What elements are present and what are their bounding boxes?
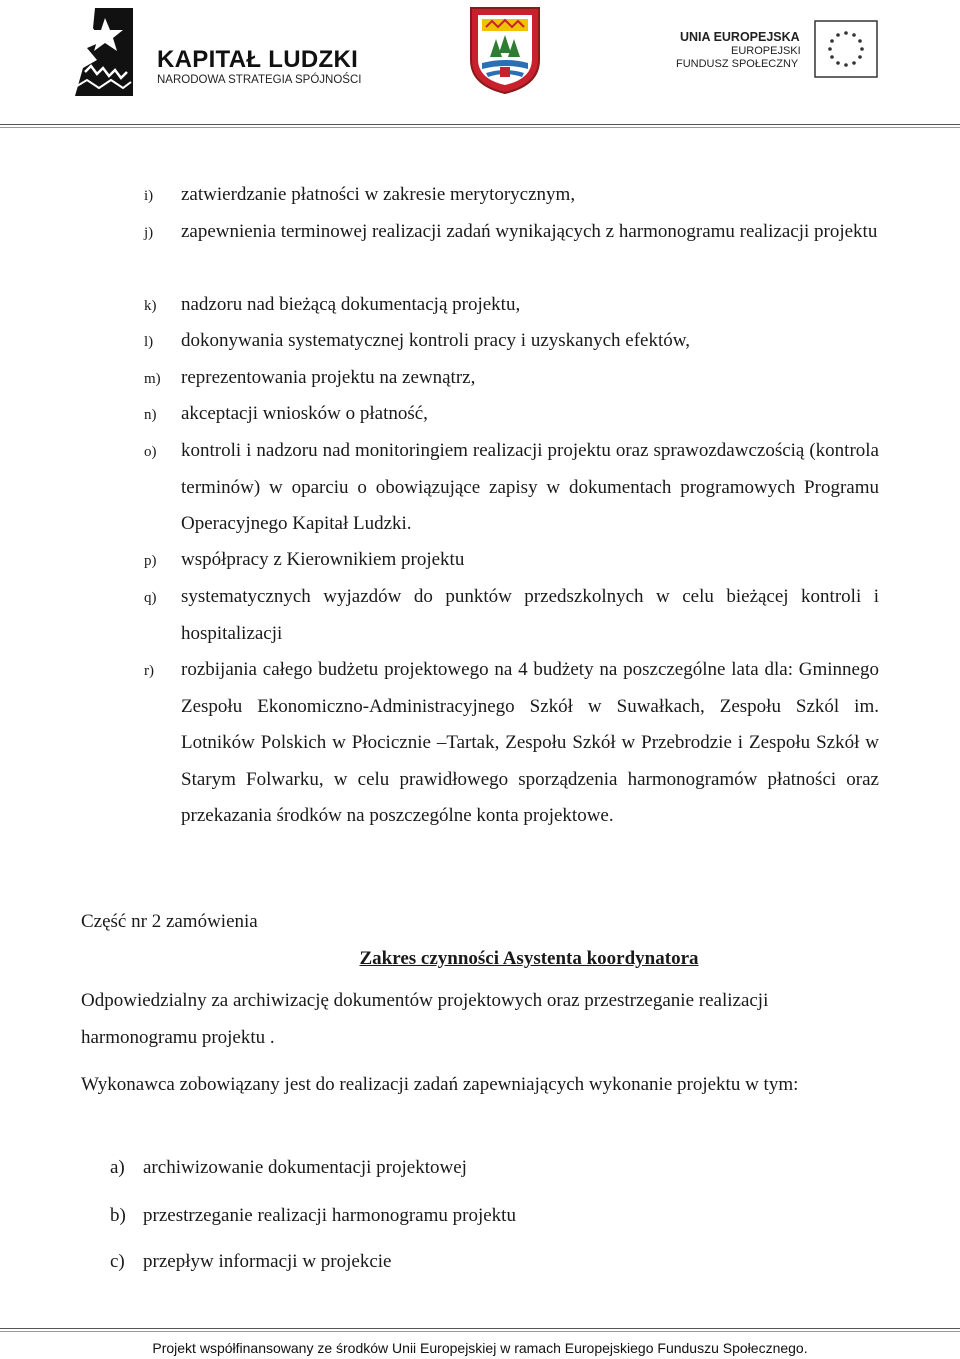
- eu-flag-icon: [814, 20, 878, 78]
- eu-logo: [676, 20, 886, 82]
- kapital-ludzki-star-icon: [75, 8, 133, 96]
- list-item-letter: m): [144, 371, 161, 387]
- footer-text: [0, 1340, 960, 1356]
- footer-rule: [0, 1328, 960, 1329]
- list-item-letter: n): [144, 407, 157, 423]
- eu-subtitle-1: EUROPEJSKI: [731, 45, 801, 57]
- list-item-letter: i): [144, 188, 154, 204]
- footer-text-content: Projekt współfinansowany ze środków Unii Europejskiej w ramach Europejskiego Funduszu Społecznego.: [152, 1340, 808, 1356]
- kapital-ludzki-logo: [75, 8, 365, 98]
- task-item-letter: b): [110, 1205, 126, 1226]
- task-item-letter: c): [110, 1251, 125, 1272]
- kapital-ludzki-subtitle: NARODOWA STRATEGIA SPÓJNOŚCI: [157, 74, 362, 86]
- list-item-text: reprezentowania projektu na zewnątrz,: [181, 367, 476, 388]
- responsibility-paragraph: Odpowiedzialny za archiwizację dokumentów projektowych oraz przestrzeganie realizacji harmonogramu projektu .: [81, 990, 769, 1048]
- list-item-text: rozbijania całego budżetu projektowego na 4 budżety na poszczególne lata dla: Gminnego Zespołu Ekonomiczno-Administracyjnego Szkół w Suwałkach, Zespołu Szkól im. Lotników Polskich w Płocicznie –Tartak, Zespołu Szkół w Przebrodzie i Zespołu Szkół w Starym Folwarku, w celu prawidłowego sporządzenia harmonogramów płatności oraz przekazania środków na poszczególne konta projektowe.: [181, 659, 879, 826]
- section-title: [0, 948, 960, 970]
- part-label: Część nr 2 zamówienia: [81, 911, 258, 932]
- list-item-text: nadzoru nad bieżącą dokumentacją projektu,: [181, 294, 521, 315]
- list-item-letter: p): [144, 553, 157, 569]
- list-item-text: kontroli i nadzoru nad monitoringiem realizacji projektu oraz sprawozdawczością (kontrola terminów) w oparciu o obowiązujące zapisy w dokumentach programowych Programu Operacyjnego Kapitał Ludzki.: [181, 440, 879, 534]
- list-item-letter: k): [144, 298, 157, 314]
- eu-subtitle-2: FUNDUSZ SPOŁECZNY: [676, 58, 799, 70]
- task-item: [110, 1251, 391, 1273]
- list-item-letter: l): [144, 334, 154, 350]
- list-item-letter: o): [144, 444, 157, 460]
- task-item: [110, 1205, 516, 1227]
- list-item-text: systematycznych wyjazdów do punktów przedszkolnych w celu bieżącej kontroli i hospitalizacji: [181, 586, 879, 644]
- kapital-ludzki-title: KAPITAŁ LUDZKI: [157, 46, 359, 73]
- list-item-letter: r): [144, 663, 154, 679]
- header-rule-secondary: [0, 127, 960, 128]
- list-item-text: współpracy z Kierownikiem projektu: [181, 549, 465, 570]
- eu-title: UNIA EUROPEJSKA: [680, 30, 800, 44]
- section-title-text: Zakres czynności Asystenta koordynatora: [359, 948, 699, 969]
- list-item-text: dokonywania systematycznej kontroli pracy i uzyskanych efektów,: [181, 330, 690, 351]
- task-item-text: archiwizowanie dokumentacji projektowej: [143, 1157, 467, 1178]
- header-rule: [0, 124, 960, 125]
- page-header: [0, 0, 960, 130]
- list-item-letter: q): [144, 590, 157, 606]
- task-item-letter: a): [110, 1157, 125, 1178]
- task-item: [110, 1157, 467, 1179]
- footer-rule-secondary: [0, 1331, 960, 1332]
- list-item-letter: j): [144, 225, 154, 241]
- task-item-text: przestrzeganie realizacji harmonogramu projektu: [143, 1205, 516, 1226]
- list-item-text: zapewnienia terminowej realizacji zadań wynikających z harmonogramu realizacji projektu: [181, 221, 878, 242]
- list-item-text: akceptacji wniosków o płatność,: [181, 403, 428, 424]
- list-item-text: zatwierdzanie płatności w zakresie merytorycznym,: [181, 184, 576, 205]
- municipal-crest-icon: [468, 5, 542, 95]
- task-item-text: przepływ informacji w projekcie: [143, 1251, 392, 1272]
- contractor-paragraph: Wykonawca zobowiązany jest do realizacji zadań zapewniających wykonanie projektu w tym:: [81, 1074, 799, 1095]
